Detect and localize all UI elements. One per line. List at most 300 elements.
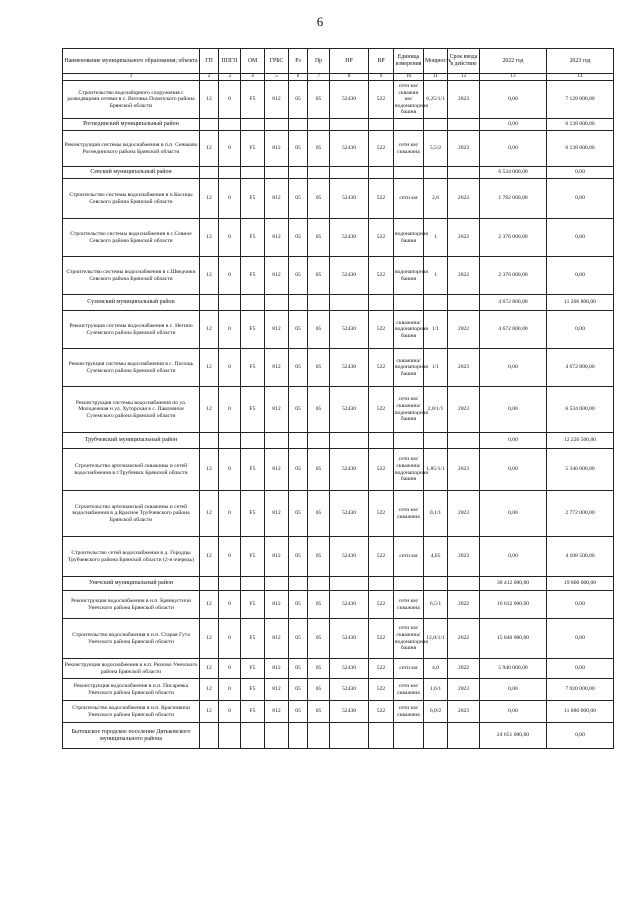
cell-y2022: 38 412 000,00 bbox=[480, 577, 547, 591]
cell-vr: 522 bbox=[369, 679, 394, 701]
col-number: 1 bbox=[63, 74, 200, 81]
cell-pr: 05 bbox=[308, 349, 330, 387]
cell-term: 2023 bbox=[448, 349, 480, 387]
cell-vr: 522 bbox=[369, 179, 394, 219]
empty-cell bbox=[219, 119, 241, 131]
empty-cell bbox=[394, 119, 424, 131]
cell-ppgp: 0 bbox=[219, 679, 241, 701]
col-header: Мощность bbox=[424, 49, 448, 74]
empty-cell bbox=[424, 723, 448, 749]
cell-rz: 05 bbox=[289, 537, 308, 577]
table-row bbox=[63, 257, 614, 295]
col-number: 7 bbox=[308, 74, 330, 81]
cell-y2023: 2 772 000,00 bbox=[547, 491, 614, 537]
cell-nr: 52430 bbox=[330, 81, 369, 119]
cell-name: Реконструкция водоснабжения в н.п. Брянкустичи Унечского района Брянской области bbox=[63, 591, 200, 619]
cell-om: F5 bbox=[241, 537, 265, 577]
cell-gp: 12 bbox=[200, 81, 219, 119]
cell-nr: 52430 bbox=[330, 179, 369, 219]
empty-cell bbox=[448, 577, 480, 591]
empty-cell bbox=[394, 433, 424, 449]
cell-y2022: 2 376 000,00 bbox=[480, 219, 547, 257]
cell-unit: сети км bbox=[394, 659, 424, 679]
cell-power: 6,5/1 bbox=[424, 591, 448, 619]
table-row bbox=[63, 449, 614, 491]
cell-rz: 05 bbox=[289, 257, 308, 295]
cell-power: 12,0/1/1 bbox=[424, 619, 448, 659]
cell-ppgp: 0 bbox=[219, 491, 241, 537]
cell-om: F5 bbox=[241, 679, 265, 701]
empty-cell bbox=[241, 119, 265, 131]
empty-cell bbox=[265, 723, 289, 749]
cell-nr: 52430 bbox=[330, 449, 369, 491]
cell-term: 2023 bbox=[448, 387, 480, 433]
table-row bbox=[63, 387, 614, 433]
empty-cell bbox=[289, 119, 308, 131]
cell-unit: сети км/скважина bbox=[394, 679, 424, 701]
municipality-row bbox=[63, 295, 614, 311]
empty-cell bbox=[448, 167, 480, 179]
cell-y2022: 4 672 800,00 bbox=[480, 311, 547, 349]
cell-om: F5 bbox=[241, 179, 265, 219]
cell-pr: 05 bbox=[308, 81, 330, 119]
cell-gp: 12 bbox=[200, 537, 219, 577]
cell-power: 1,6/1 bbox=[424, 679, 448, 701]
col-number: 13 bbox=[480, 74, 547, 81]
cell-vr: 522 bbox=[369, 219, 394, 257]
table-body bbox=[63, 81, 614, 749]
cell-om: F5 bbox=[241, 619, 265, 659]
page-number: 6 bbox=[316, 14, 324, 29]
empty-cell bbox=[448, 723, 480, 749]
empty-cell bbox=[289, 723, 308, 749]
col-number: 9 bbox=[369, 74, 394, 81]
empty-cell bbox=[394, 577, 424, 591]
col-header: 2023 год bbox=[547, 49, 614, 74]
empty-cell bbox=[369, 723, 394, 749]
table-row bbox=[63, 537, 614, 577]
table-row bbox=[63, 131, 614, 167]
col-header: Срок ввода в действие bbox=[448, 49, 480, 74]
municipality-row bbox=[63, 167, 614, 179]
cell-vr: 522 bbox=[369, 537, 394, 577]
cell-rz: 05 bbox=[289, 387, 308, 433]
empty-cell bbox=[289, 577, 308, 591]
cell-vr: 522 bbox=[369, 387, 394, 433]
cell-om: F5 bbox=[241, 311, 265, 349]
cell-grbs: 812 bbox=[265, 257, 289, 295]
cell-unit: водонапорная башня bbox=[394, 257, 424, 295]
cell-ppgp: 0 bbox=[219, 219, 241, 257]
cell-name: Суземский муниципальный район bbox=[63, 295, 200, 311]
cell-y2023: 6 138 000,00 bbox=[547, 119, 614, 131]
cell-gp: 12 bbox=[200, 257, 219, 295]
cell-power: 1 bbox=[424, 219, 448, 257]
cell-grbs: 812 bbox=[265, 619, 289, 659]
cell-gp: 12 bbox=[200, 449, 219, 491]
cell-term: 2023 bbox=[448, 81, 480, 119]
cell-name: Строительство системы водоснабжения в с.Севное Севского района Брянской области bbox=[63, 219, 200, 257]
cell-name: Севский муниципальный район bbox=[63, 167, 200, 179]
cell-y2022: 1 782 000,00 bbox=[480, 179, 547, 219]
cell-term: 2022 bbox=[448, 219, 480, 257]
empty-cell bbox=[265, 577, 289, 591]
cell-y2023: 11 206 800,00 bbox=[547, 295, 614, 311]
cell-term: 2023 bbox=[448, 537, 480, 577]
cell-name: Строительство системы водоснабжения в с.Шведчики Севского района Брянской области bbox=[63, 257, 200, 295]
table-row bbox=[63, 659, 614, 679]
empty-cell bbox=[369, 167, 394, 179]
empty-cell bbox=[219, 167, 241, 179]
cell-grbs: 812 bbox=[265, 311, 289, 349]
municipality-row bbox=[63, 433, 614, 449]
empty-cell bbox=[330, 723, 369, 749]
cell-grbs: 812 bbox=[265, 81, 289, 119]
cell-y2023: 7 128 000,00 bbox=[547, 81, 614, 119]
empty-cell bbox=[394, 295, 424, 311]
cell-pr: 05 bbox=[308, 491, 330, 537]
cell-rz: 05 bbox=[289, 131, 308, 167]
cell-power: 4,05 bbox=[424, 537, 448, 577]
cell-rz: 05 bbox=[289, 311, 308, 349]
empty-cell bbox=[424, 119, 448, 131]
cell-rz: 05 bbox=[289, 659, 308, 679]
cell-power: 0,1/1 bbox=[424, 491, 448, 537]
empty-cell bbox=[265, 119, 289, 131]
col-number: 2 bbox=[200, 74, 219, 81]
cell-nr: 52430 bbox=[330, 311, 369, 349]
empty-cell bbox=[308, 119, 330, 131]
cell-om: F5 bbox=[241, 659, 265, 679]
empty-cell bbox=[308, 167, 330, 179]
cell-gp: 12 bbox=[200, 659, 219, 679]
cell-term: 2022 bbox=[448, 257, 480, 295]
cell-gp: 12 bbox=[200, 387, 219, 433]
cell-grbs: 812 bbox=[265, 449, 289, 491]
cell-vr: 522 bbox=[369, 449, 394, 491]
empty-cell bbox=[241, 167, 265, 179]
cell-y2022: 6 534 000,00 bbox=[480, 167, 547, 179]
cell-y2023: 4 672 800,00 bbox=[547, 349, 614, 387]
cell-y2023: 0,00 bbox=[547, 167, 614, 179]
cell-om: F5 bbox=[241, 491, 265, 537]
cell-rz: 05 bbox=[289, 179, 308, 219]
cell-rz: 05 bbox=[289, 449, 308, 491]
cell-gp: 12 bbox=[200, 349, 219, 387]
cell-pr: 05 bbox=[308, 591, 330, 619]
cell-power: 2,6 bbox=[424, 179, 448, 219]
cell-term: 2023 bbox=[448, 701, 480, 723]
col-number: 11 bbox=[424, 74, 448, 81]
cell-name: Бытошское городское поселение Дятьковского муниципального района bbox=[63, 723, 200, 749]
cell-grbs: 812 bbox=[265, 537, 289, 577]
col-number: 4 bbox=[241, 74, 265, 81]
empty-cell bbox=[200, 119, 219, 131]
col-number: 14 bbox=[547, 74, 614, 81]
cell-grbs: 812 bbox=[265, 219, 289, 257]
empty-cell bbox=[241, 433, 265, 449]
cell-grbs: 812 bbox=[265, 387, 289, 433]
cell-nr: 52430 bbox=[330, 701, 369, 723]
cell-unit: сети км/скважин км/водонапорная башня bbox=[394, 81, 424, 119]
cell-y2022: 15 840 000,00 bbox=[480, 619, 547, 659]
cell-power: 1,85/1/1 bbox=[424, 449, 448, 491]
cell-y2022: 0,00 bbox=[480, 119, 547, 131]
cell-name: Унечский муниципальный район bbox=[63, 577, 200, 591]
cell-y2023: 0,00 bbox=[547, 219, 614, 257]
cell-nr: 52430 bbox=[330, 257, 369, 295]
empty-cell bbox=[424, 167, 448, 179]
funding-table bbox=[62, 48, 614, 749]
empty-cell bbox=[241, 295, 265, 311]
cell-y2022: 0,00 bbox=[480, 387, 547, 433]
cell-term: 2023 bbox=[448, 679, 480, 701]
cell-rz: 05 bbox=[289, 349, 308, 387]
cell-ppgp: 0 bbox=[219, 449, 241, 491]
cell-pr: 05 bbox=[308, 619, 330, 659]
cell-name: Трубчевский муниципальный район bbox=[63, 433, 200, 449]
cell-y2022: 0,00 bbox=[480, 433, 547, 449]
table-row bbox=[63, 701, 614, 723]
cell-vr: 522 bbox=[369, 659, 394, 679]
cell-vr: 522 bbox=[369, 491, 394, 537]
cell-rz: 05 bbox=[289, 701, 308, 723]
empty-cell bbox=[265, 295, 289, 311]
cell-rz: 05 bbox=[289, 219, 308, 257]
cell-gp: 12 bbox=[200, 591, 219, 619]
table-row bbox=[63, 349, 614, 387]
cell-y2022: 0,00 bbox=[480, 701, 547, 723]
cell-term: 2023 bbox=[448, 131, 480, 167]
empty-cell bbox=[308, 433, 330, 449]
cell-term: 2023 bbox=[448, 491, 480, 537]
cell-gp: 12 bbox=[200, 219, 219, 257]
cell-om: F5 bbox=[241, 131, 265, 167]
cell-y2023: 6 138 000,00 bbox=[547, 131, 614, 167]
cell-term: 2023 bbox=[448, 449, 480, 491]
cell-grbs: 812 bbox=[265, 491, 289, 537]
cell-grbs: 812 bbox=[265, 591, 289, 619]
empty-cell bbox=[394, 167, 424, 179]
cell-y2023: 0,00 bbox=[547, 659, 614, 679]
cell-ppgp: 0 bbox=[219, 131, 241, 167]
cell-term: 2022 bbox=[448, 659, 480, 679]
cell-om: F5 bbox=[241, 257, 265, 295]
cell-unit: сети км/скважина bbox=[394, 591, 424, 619]
cell-y2023: 0,00 bbox=[547, 311, 614, 349]
empty-cell bbox=[200, 167, 219, 179]
col-header: НР bbox=[330, 49, 369, 74]
municipality-row bbox=[63, 119, 614, 131]
cell-gp: 12 bbox=[200, 491, 219, 537]
cell-unit: сети км/скважина/водонапорная башня bbox=[394, 387, 424, 433]
cell-name: Строительство системы водоснабжения в п.Косицы Севского района Брянской области bbox=[63, 179, 200, 219]
col-header: ГП bbox=[200, 49, 219, 74]
cell-pr: 05 bbox=[308, 311, 330, 349]
cell-rz: 05 bbox=[289, 619, 308, 659]
cell-name: Реконструкция водоснабжения в н.п. Рюхово Унечского района Брянской области bbox=[63, 659, 200, 679]
empty-cell bbox=[369, 433, 394, 449]
empty-cell bbox=[200, 723, 219, 749]
empty-cell bbox=[219, 295, 241, 311]
empty-cell bbox=[219, 723, 241, 749]
column-number-row bbox=[63, 74, 614, 81]
cell-om: F5 bbox=[241, 349, 265, 387]
cell-vr: 522 bbox=[369, 81, 394, 119]
empty-cell bbox=[448, 295, 480, 311]
cell-power: 2,0/1/1 bbox=[424, 387, 448, 433]
table-row bbox=[63, 591, 614, 619]
cell-term: 2022 bbox=[448, 619, 480, 659]
empty-cell bbox=[424, 577, 448, 591]
table-row bbox=[63, 179, 614, 219]
cell-y2022: 0,00 bbox=[480, 349, 547, 387]
empty-cell bbox=[330, 577, 369, 591]
cell-pr: 05 bbox=[308, 387, 330, 433]
cell-ppgp: 0 bbox=[219, 311, 241, 349]
cell-y2023: 19 800 000,00 bbox=[547, 577, 614, 591]
empty-cell bbox=[200, 577, 219, 591]
cell-y2023: 0,00 bbox=[547, 723, 614, 749]
col-number: 3 bbox=[219, 74, 241, 81]
cell-ppgp: 0 bbox=[219, 619, 241, 659]
cell-power: 4,0 bbox=[424, 659, 448, 679]
empty-cell bbox=[308, 723, 330, 749]
cell-y2022: 0,00 bbox=[480, 679, 547, 701]
cell-ppgp: 0 bbox=[219, 701, 241, 723]
cell-om: F5 bbox=[241, 387, 265, 433]
cell-grbs: 812 bbox=[265, 349, 289, 387]
cell-nr: 52430 bbox=[330, 679, 369, 701]
empty-cell bbox=[369, 295, 394, 311]
cell-pr: 05 bbox=[308, 179, 330, 219]
cell-y2023: 0,00 bbox=[547, 257, 614, 295]
cell-grbs: 812 bbox=[265, 679, 289, 701]
cell-vr: 522 bbox=[369, 257, 394, 295]
empty-cell bbox=[424, 433, 448, 449]
cell-om: F5 bbox=[241, 449, 265, 491]
cell-y2023: 0,00 bbox=[547, 179, 614, 219]
cell-name: Реконструкция системы водоснабжения в с. Негино Суземского района Брянской области bbox=[63, 311, 200, 349]
cell-unit: сети км/скважина/водонапорная башня bbox=[394, 449, 424, 491]
table-row bbox=[63, 219, 614, 257]
cell-pr: 05 bbox=[308, 131, 330, 167]
empty-cell bbox=[330, 295, 369, 311]
empty-cell bbox=[200, 295, 219, 311]
cell-grbs: 812 bbox=[265, 179, 289, 219]
col-number: 5 bbox=[265, 74, 289, 81]
cell-y2022: 24 651 000,00 bbox=[480, 723, 547, 749]
cell-rz: 05 bbox=[289, 591, 308, 619]
cell-gp: 12 bbox=[200, 679, 219, 701]
cell-pr: 05 bbox=[308, 257, 330, 295]
col-header: ГРБС bbox=[265, 49, 289, 74]
col-number: 6 bbox=[289, 74, 308, 81]
col-header: Пр bbox=[308, 49, 330, 74]
cell-nr: 52430 bbox=[330, 349, 369, 387]
cell-y2023: 0,00 bbox=[547, 619, 614, 659]
col-header: Единица измерения bbox=[394, 49, 424, 74]
cell-nr: 52430 bbox=[330, 491, 369, 537]
cell-nr: 52430 bbox=[330, 537, 369, 577]
cell-name: Реконструкция системы водоснабжения по ул. Молодежная и ул. Хуторская в с. Павловичи Суземского района Брянской области bbox=[63, 387, 200, 433]
cell-y2022: 4 672 800,00 bbox=[480, 295, 547, 311]
cell-power: 5,5/2 bbox=[424, 131, 448, 167]
cell-unit: скважина/водонапорная башня bbox=[394, 349, 424, 387]
cell-name: Строительство артезианской скважины и сетей водоснабжения в д.Красное Трубчевского района Брянской области bbox=[63, 491, 200, 537]
cell-om: F5 bbox=[241, 219, 265, 257]
cell-ppgp: 0 bbox=[219, 257, 241, 295]
cell-nr: 52430 bbox=[330, 387, 369, 433]
empty-cell bbox=[394, 723, 424, 749]
cell-name: Реконструкция системы водоснабжения в п.п. Сеньково Рогнединского района Брянской области bbox=[63, 131, 200, 167]
col-number: 10 bbox=[394, 74, 424, 81]
table-row bbox=[63, 619, 614, 659]
table-row bbox=[63, 679, 614, 701]
cell-name: Строительство сетей водоснабжения в д. Городцы Трубчевского района Брянской области (2-я очередь) bbox=[63, 537, 200, 577]
cell-y2022: 5 940 000,00 bbox=[480, 659, 547, 679]
cell-y2022: 0,00 bbox=[480, 537, 547, 577]
cell-power: 6,25/1/1 bbox=[424, 81, 448, 119]
cell-om: F5 bbox=[241, 81, 265, 119]
empty-cell bbox=[448, 119, 480, 131]
cell-grbs: 812 bbox=[265, 659, 289, 679]
col-header: ППГП bbox=[219, 49, 241, 74]
cell-vr: 522 bbox=[369, 311, 394, 349]
empty-cell bbox=[289, 167, 308, 179]
cell-ppgp: 0 bbox=[219, 81, 241, 119]
cell-gp: 12 bbox=[200, 179, 219, 219]
cell-y2022: 0,00 bbox=[480, 131, 547, 167]
cell-vr: 522 bbox=[369, 131, 394, 167]
table-row bbox=[63, 311, 614, 349]
empty-cell bbox=[200, 433, 219, 449]
empty-cell bbox=[241, 723, 265, 749]
col-header: ВР bbox=[369, 49, 394, 74]
cell-pr: 05 bbox=[308, 659, 330, 679]
col-header: Наименование муниципального образования; объекта bbox=[63, 49, 200, 74]
cell-nr: 52430 bbox=[330, 619, 369, 659]
cell-unit: сети км/скважина bbox=[394, 701, 424, 723]
empty-cell bbox=[265, 167, 289, 179]
cell-vr: 522 bbox=[369, 591, 394, 619]
cell-unit: сети км/скважина/водонапорная башня bbox=[394, 619, 424, 659]
cell-vr: 522 bbox=[369, 349, 394, 387]
cell-name: Строительство водозаборного сооружения с разводящими сетями в с. Витовка Почепского района Брянской области bbox=[63, 81, 200, 119]
empty-cell bbox=[265, 433, 289, 449]
empty-cell bbox=[308, 577, 330, 591]
cell-ppgp: 0 bbox=[219, 349, 241, 387]
cell-name: Строительство артезианской скважины и сетей водоснабжения в г.Трубчевск Брянской области bbox=[63, 449, 200, 491]
col-header: ОМ bbox=[241, 49, 265, 74]
cell-unit: скважина/водонапорная башня bbox=[394, 311, 424, 349]
empty-cell bbox=[289, 295, 308, 311]
cell-unit: сети км/скважина bbox=[394, 491, 424, 537]
empty-cell bbox=[369, 577, 394, 591]
cell-y2023: 6 534 000,00 bbox=[547, 387, 614, 433]
cell-unit: сети км bbox=[394, 179, 424, 219]
empty-cell bbox=[308, 295, 330, 311]
municipality-row bbox=[63, 723, 614, 749]
cell-gp: 12 bbox=[200, 701, 219, 723]
cell-pr: 05 bbox=[308, 537, 330, 577]
cell-unit: сети км/скважина bbox=[394, 131, 424, 167]
cell-gp: 12 bbox=[200, 131, 219, 167]
cell-name: Строительство водоснабжения в н.п. Старая Гута Унечского района Брянской области bbox=[63, 619, 200, 659]
empty-cell bbox=[330, 119, 369, 131]
cell-nr: 52430 bbox=[330, 219, 369, 257]
empty-cell bbox=[448, 433, 480, 449]
